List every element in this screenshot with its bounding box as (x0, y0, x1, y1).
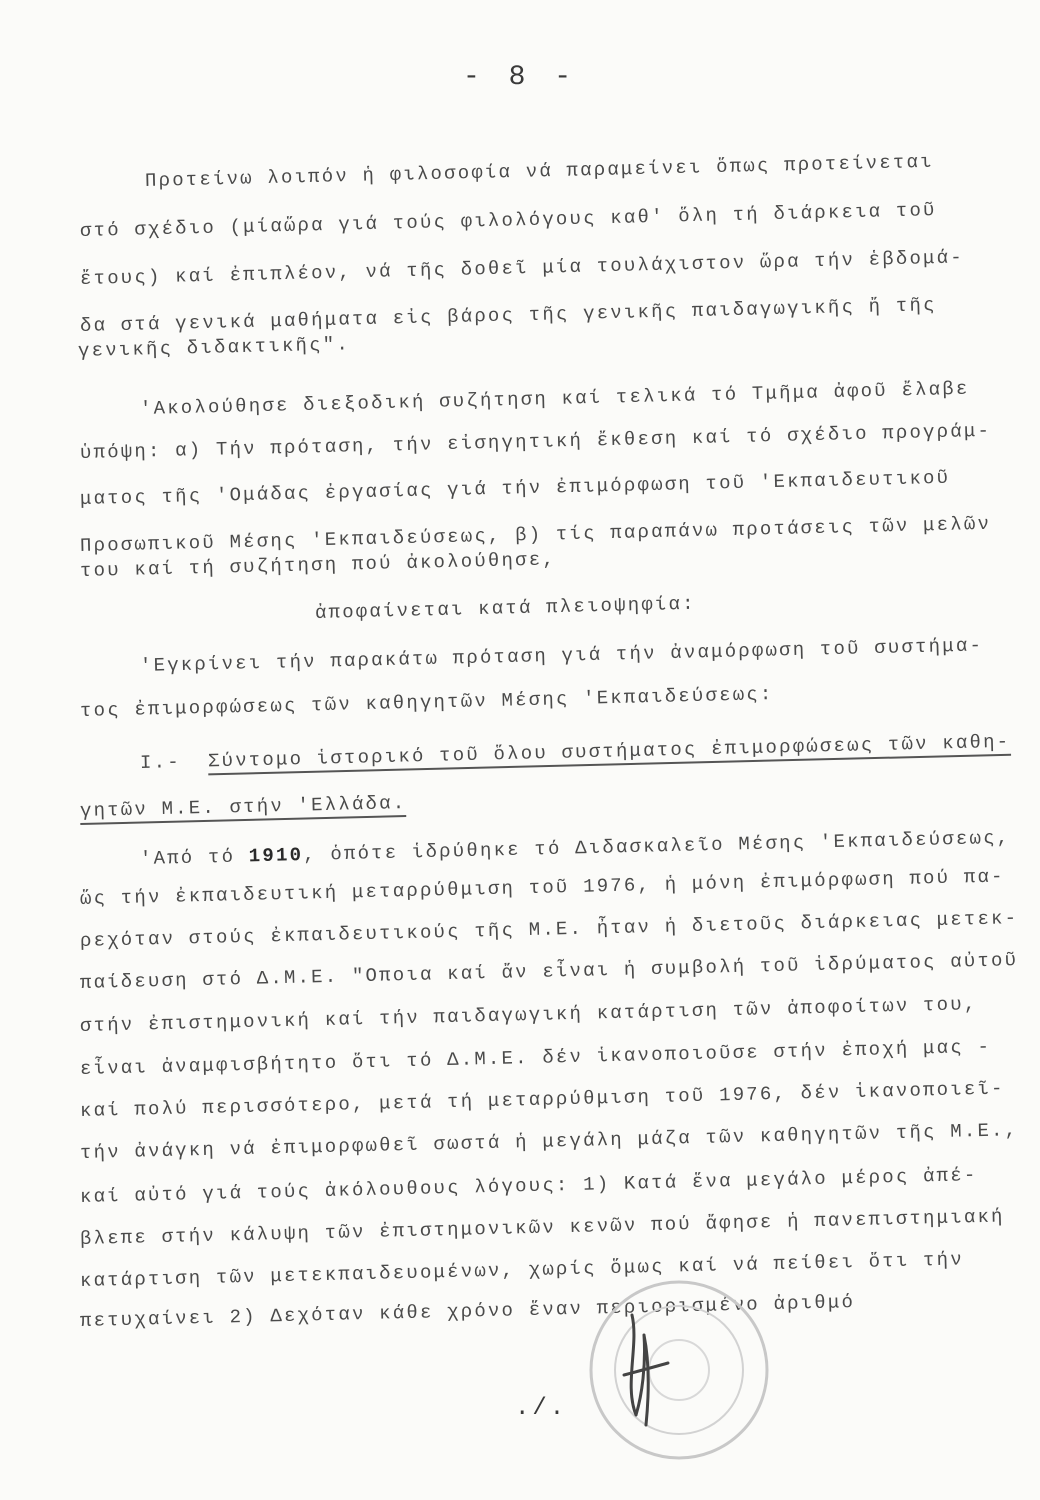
text-line: Προσωπικοῦ Μέσης 'Εκπαιδεύσεως, β) τίς παραπάνω προτάσεις τῶν μελῶν (79, 512, 992, 557)
section-heading-text: γητῶν Μ.Ε. στήν 'Ελλάδα. (80, 792, 407, 825)
text-line: καί πολύ περισσότερο, μετά τή μεταρρύθμιση τοῦ 1976, δέν ἱκανοποιεῖ- (79, 1077, 1005, 1122)
text-line: βλεπε στήν κάλυψη τῶν ἐπιστημονικῶν κενῶν πού ἄφησε ἡ πανεπιστημιακή (79, 1205, 1005, 1250)
text-line: κατάρτιση τῶν μετεκπαιδευομένων, χωρίς ὅμως καί νά πείθει ὅτι τήν (79, 1248, 965, 1292)
text-line: γενικῆς διδακτικῆς". (77, 333, 351, 362)
text-line: στό σχέδιο (μίαὥρα γιά τούς φιλολόγους καθ' ὅλη τή διάρκεια τοῦ (79, 199, 937, 242)
section-heading-text: Σύντομο ἱστορικό τοῦ ὅλου συστήματος ἐπιμορφώσεως τῶν καθη- (208, 731, 1011, 776)
page-number: - 8 - (462, 62, 577, 93)
text-line: τος ἐπιμορφώσεως τῶν καθηγητῶν Μέσης 'Εκπαιδεύσεως: (79, 683, 774, 722)
text-line (140, 827, 1011, 870)
text-line: τήν ἀνάγκη νά ἐπιμορφωθεῖ σωστά ἡ μεγάλη μάζα τῶν καθηγητῶν τῆς Μ.Ε., (79, 1119, 1019, 1164)
text-line: στήν ἐπιστημονική καί τήν παιδαγωγική κατάρτιση τῶν ἀποφοίτων του, (79, 993, 978, 1037)
text-line: του καί τή συζήτηση πού ἀκολούθησε, (79, 548, 557, 582)
text-line: ὥς τήν ἐκπαιδευτική μεταρρύθμιση τοῦ 1976, ἡ μόνη ἐπιμόρφωση πού πα- (79, 865, 1005, 910)
text-line: 'Εγκρίνει τήν παρακάτω πρόταση γιά τήν ἀναμόρφωση τοῦ συστήμα- (139, 634, 984, 677)
text-line: Προτείνω λοιπόν ἡ φιλοσοφία νά παραμείνει ὅπως προτείνεται (144, 150, 934, 192)
text-line: εἶναι ἀναμφισβήτητο ὅτι τό Δ.Μ.Ε. δέν ἱκανοποιοῦσε στήν ἐποχή μας - (79, 1035, 992, 1080)
official-seal-stamp (584, 1275, 774, 1465)
signature-icon (624, 1315, 668, 1425)
year-1910: 1910 (248, 844, 304, 868)
continuation-mark: ./. (515, 1395, 568, 1422)
resolution-line: ἀποφαίνεται κατά πλειοψηφία: (314, 592, 697, 624)
text-line: δα στά γενικά μαθήματα εἰς βάρος τῆς γενικῆς παιδαγωγικῆς ἤ τῆς (79, 294, 937, 337)
section-heading (140, 731, 1011, 774)
text-line: ματος τῆς 'Ομάδας ἐργασίας γιά τήν ἐπιμόρφωση τοῦ 'Εκπαιδευτικοῦ (79, 466, 951, 510)
text-line: καί αὐτό γιά τούς ἀκόλουθους λόγους: 1) Κατά ἕνα μεγάλο μέρος ἀπέ- (79, 1164, 978, 1208)
section-number: Ι.- (139, 751, 182, 774)
text-line: 'Ακολούθησε διεξοδική συζήτηση καί τελικά τό Τμῆμα ἀφοῦ ἔλαβε (139, 377, 970, 420)
text-line: ὑπόψη: α) Τήν πρόταση, τήν εἰσηγητική ἔκθεση καί τό σχέδιο προγράμ- (79, 419, 992, 464)
text-fragment: , ὁπότε ἱδρύθηκε τό Διδασκαλεῖο Μέσης 'Εκπαιδεύσεως, (302, 826, 1011, 867)
section-heading-continued (80, 792, 407, 822)
text-line: παίδευση στό Δ.Μ.Ε. "Οποια καί ἄν εἶναι ἡ συμβολή τοῦ ἱδρύματος αὐτοῦ (79, 949, 1019, 994)
text-line: ἔτους) καί ἐπιπλέον, νά τῆς δοθεῖ μία τουλάχιστον ὥρα τήν ἑβδομά- (79, 246, 965, 290)
text-line: ρεχόταν στούς ἐκπαιδευτικούς τῆς Μ.Ε. ἦταν ἡ διετοῦς διάρκειας μετεκ- (79, 907, 1019, 952)
text-fragment: 'Από τό (139, 845, 236, 870)
text-line: πετυχαίνει 2) Δεχόταν κάθε χρόνο ἕναν περιορισμένο ἀριθμό (79, 1291, 856, 1332)
